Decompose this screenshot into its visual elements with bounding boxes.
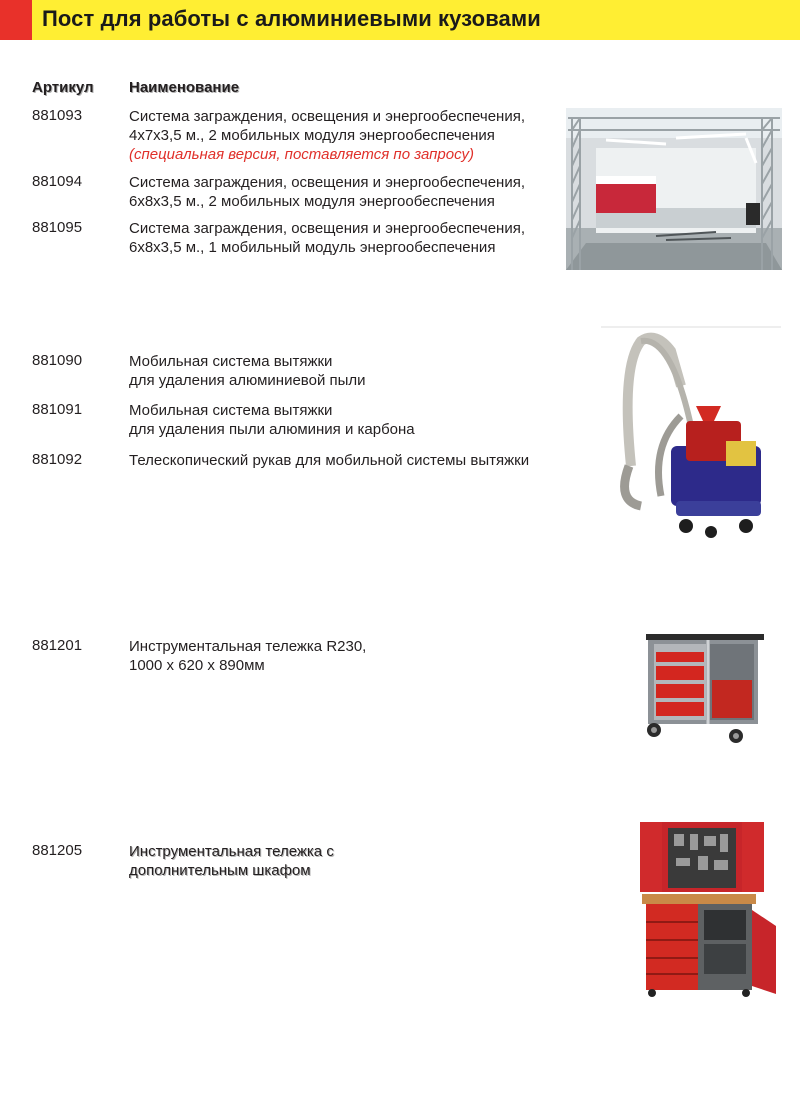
- product-name-line: Инструментальная тележка с: [129, 843, 334, 860]
- tool-trolley-cabinet-photo: [628, 818, 778, 998]
- product-name-line: Система заграждения, освещения и энергообеспечения,: [129, 174, 525, 191]
- product-name: [129, 173, 525, 211]
- product-name-line: Система заграждения, освещения и энергообеспечения,: [129, 220, 525, 237]
- article-number: 881092: [32, 451, 83, 468]
- product-name-line: 4х7х3,5 м., 2 мобильных модуля энергообеспечения: [129, 127, 495, 144]
- product-name: [129, 842, 334, 880]
- page-title: Пост для работы с алюминиевыми кузовами: [42, 6, 541, 31]
- article-number: 881205: [32, 842, 83, 859]
- column-header-name: Наименование: [129, 79, 240, 96]
- article-number: 881094: [32, 173, 83, 190]
- article-number: 881091: [32, 401, 83, 418]
- product-name-line: для удаления алюминиевой пыли: [129, 372, 366, 389]
- article-number: 881093: [32, 107, 83, 124]
- booth-system-photo: [566, 108, 782, 270]
- article-number: 881201: [32, 637, 83, 654]
- product-name: [129, 637, 366, 675]
- product-name: [129, 401, 415, 439]
- product-name-line: 1000 x 620 x 890мм: [129, 657, 265, 674]
- special-version-note: (специальная версия, поставляется по запросу): [129, 146, 474, 163]
- article-number: 881090: [32, 352, 83, 369]
- column-header-article: Артикул: [32, 79, 94, 96]
- product-name: [129, 451, 529, 470]
- tool-trolley-photo: [640, 630, 768, 744]
- product-name: [129, 219, 525, 257]
- product-name-line: Система заграждения, освещения и энергообеспечения,: [129, 108, 525, 125]
- product-name-line: 6х8х3,5 м., 2 мобильных модуля энергообеспечения: [129, 193, 495, 210]
- product-name-line: дополнительным шкафом: [129, 862, 311, 879]
- article-number: 881095: [32, 219, 83, 236]
- product-name: [129, 352, 366, 390]
- product-name-line: Мобильная система вытяжки: [129, 402, 333, 419]
- product-name-line: Инструментальная тележка R230,: [129, 638, 367, 655]
- header-accent-block: [0, 0, 32, 40]
- product-name-line: Мобильная система вытяжки: [129, 353, 333, 370]
- extraction-system-photo: [601, 326, 781, 554]
- product-name-line: Телескопический рукав для мобильной системы вытяжки: [129, 452, 530, 469]
- product-name-line: для удаления пыли алюминия и карбона: [129, 421, 415, 438]
- product-name-line: 6х8х3,5 м., 1 мобильный модуль энергообеспечения: [129, 239, 496, 256]
- product-name: [129, 107, 525, 164]
